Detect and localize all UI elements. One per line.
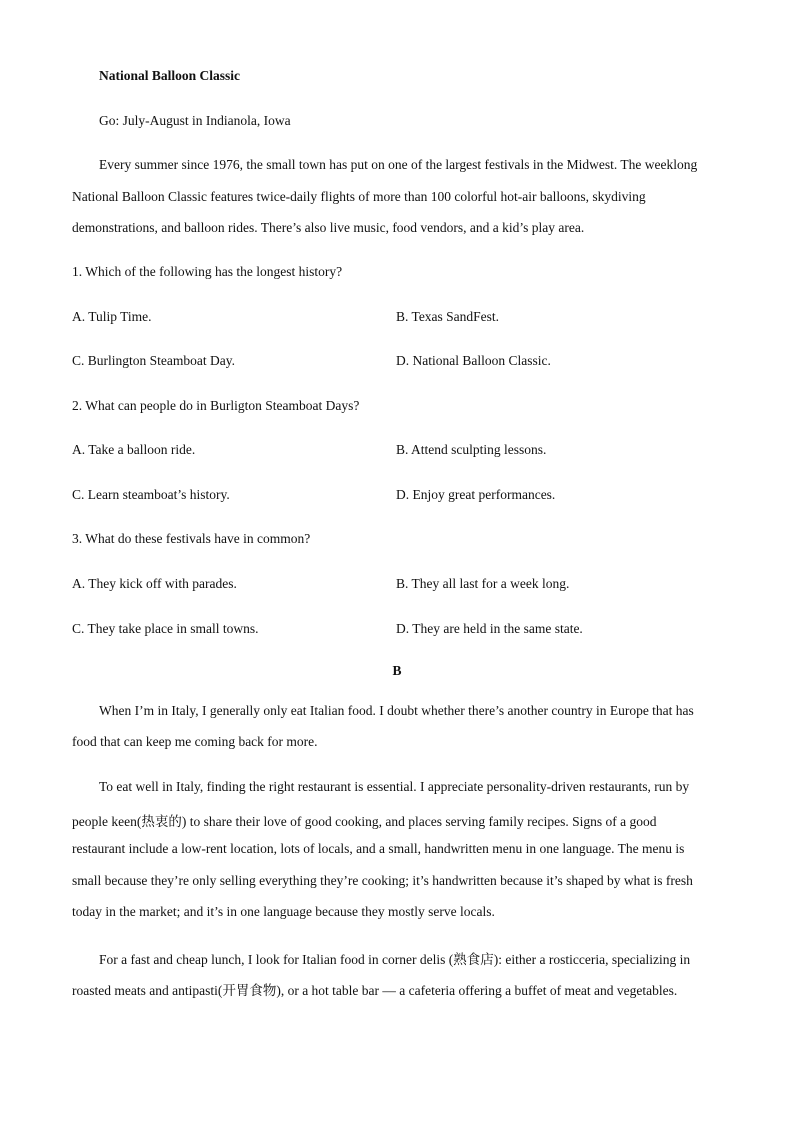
question-stem: 3. What do these festivals have in common? [72, 531, 311, 546]
go-line: Go: July-August in Indianola, Iowa [99, 113, 291, 128]
paragraph-line: today in the market; and it’s in one language because they mostly serve locals. [72, 904, 495, 919]
question-stem: 1. Which of the following has the longest history? [72, 264, 343, 279]
option-d: D. National Balloon Classic. [396, 353, 551, 368]
option-c: C. They take place in small towns. [72, 621, 259, 636]
paragraph-line: To eat well in Italy, finding the right restaurant is essential. I appreciate personality-driven restaurants, run by [99, 779, 690, 794]
paragraph-line: National Balloon Classic features twice-daily flights of more than 100 colorful hot-air balloons, skydiving [72, 189, 646, 204]
paragraph-line: For a fast and cheap lunch, I look for Italian food in corner delis (熟食店): either a rosticceria, specializing in [99, 952, 691, 967]
option-c: C. Burlington Steamboat Day. [72, 353, 235, 368]
option-b: B. Texas SandFest. [396, 309, 500, 324]
paragraph-line: roasted meats and antipasti(开胃食物), or a hot table bar — a cafeteria offering a buffet of meat and vegetables. [72, 983, 678, 998]
option-a: A. Take a balloon ride. [72, 442, 196, 457]
paragraph-line: When I’m in Italy, I generally only eat Italian food. I doubt whether there’s another country in Europe that has [99, 703, 694, 718]
option-c: C. Learn steamboat’s history. [72, 487, 230, 502]
paragraph-line: restaurant include a low-rent location, lots of locals, and a small, handwritten menu in one language. The menu is [72, 841, 685, 856]
option-d: D. They are held in the same state. [396, 621, 583, 636]
paragraph-line: Every summer since 1976, the small town has put on one of the largest festivals in the Midwest. The weeklong [99, 157, 698, 172]
option-b: B. They all last for a week long. [396, 576, 570, 591]
option-b: B. Attend sculpting lessons. [396, 442, 547, 457]
paragraph-line: demonstrations, and balloon rides. There’s also live music, food vendors, and a kid’s play area. [72, 220, 585, 235]
section-title: National Balloon Classic [99, 68, 241, 83]
option-a: A. Tulip Time. [72, 309, 152, 324]
option-d: D. Enjoy great performances. [396, 487, 556, 502]
paragraph-line: food that can keep me coming back for more. [72, 734, 318, 749]
paragraph-line: people keen(热衷的) to share their love of good cooking, and places serving family recipes. Signs of a good [72, 814, 657, 829]
section-heading: B [392, 663, 402, 678]
question-stem: 2. What can people do in Burligton Steamboat Days? [72, 398, 360, 413]
paragraph-line: small because they’re only selling everything they’re cooking; it’s handwritten because it’s shaped by what is fresh [72, 873, 693, 888]
option-a: A. They kick off with parades. [72, 576, 237, 591]
